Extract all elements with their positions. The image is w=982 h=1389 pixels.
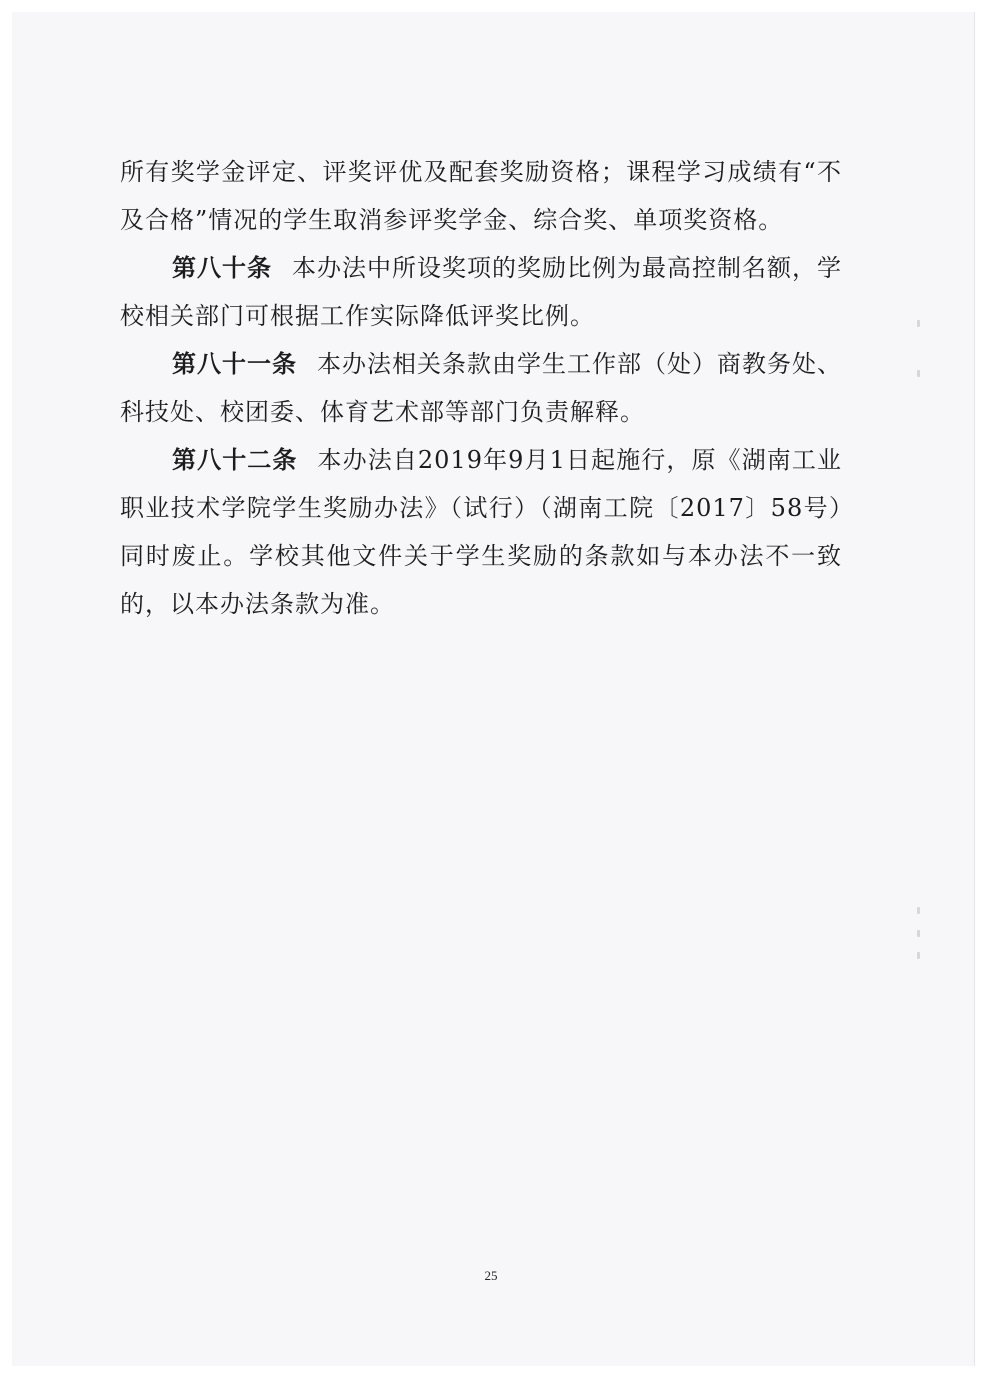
article-80 [120, 244, 842, 340]
article-text: 本办法自2019年9月1日起施行，原《湖南工业职业技术学院学生奖励办法》（试行）（湖南工院〔2017〕58号）同时废止。学校其他文件关于学生奖励的条款如与本办法不一致的，以本办法条款为准。 [120, 446, 842, 618]
binding-mark [917, 370, 920, 377]
binding-mark [917, 907, 920, 914]
article-number: 第八十一条 [172, 349, 297, 378]
article-81 [120, 340, 842, 436]
binding-mark [917, 930, 920, 937]
article-number: 第八十条 [172, 253, 272, 282]
article-number: 第八十二条 [172, 445, 298, 474]
article-text: 本办法中所设奖项的奖励比例为最高控制名额，学校相关部门可根据工作实际降低评奖比例。 [120, 254, 842, 330]
page-number: 25 [484, 1268, 498, 1283]
binding-mark [917, 952, 920, 959]
paragraph-continuation [120, 148, 842, 244]
article-82 [120, 436, 842, 628]
paragraph-text: 所有奖学金评定、评奖评优及配套奖励资格；课程学习成绩有“不及合格”情况的学生取消参评奖学金、综合奖、单项奖资格。 [120, 158, 842, 234]
article-text: 本办法相关条款由学生工作部（处）商教务处、科技处、校团委、体育艺术部等部门负责解释。 [120, 350, 842, 426]
binding-mark [917, 320, 920, 327]
